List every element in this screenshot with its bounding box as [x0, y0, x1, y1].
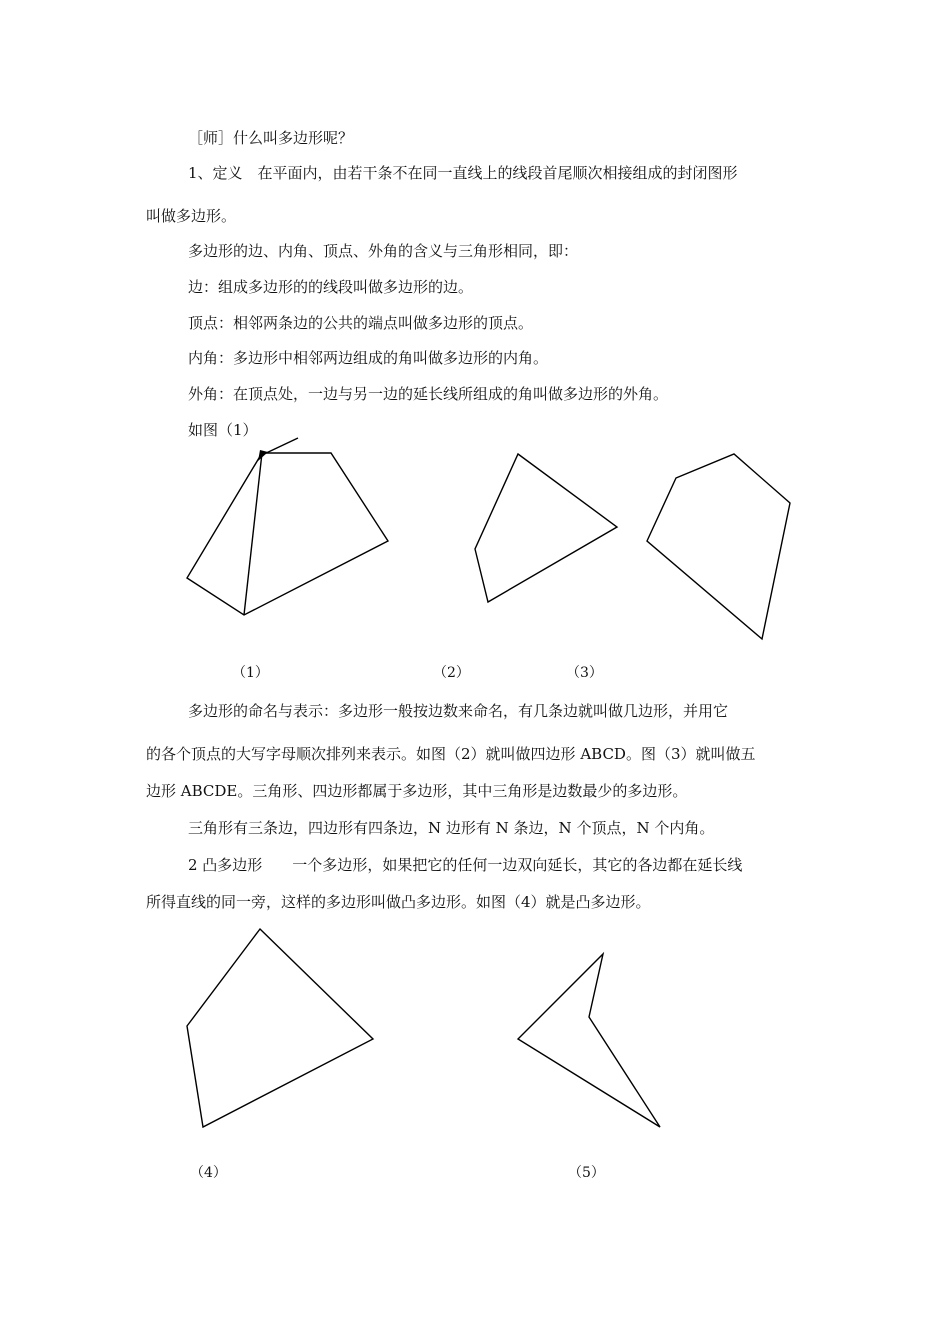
figure-5-caption: （5）: [568, 1165, 605, 1181]
naming-line-2: 的各个顶点的大写字母顺次排列来表示。如图（2）就叫做四边形 ABCD。图（3）就叫做五: [146, 745, 756, 763]
naming-line-3: 边形 ABCDE。三角形、四边形都属于多边形，其中三角形是边数最少的多边形。: [146, 782, 688, 800]
convex-definition-line-2: 所得直线的同一旁，这样的多边形叫做凸多边形。如图（4）就是凸多边形。: [146, 893, 651, 911]
figure-1-quadrilateral: [187, 438, 388, 615]
see-figure-1: 如图（1）: [188, 421, 258, 439]
definition-line-2: 叫做多边形。: [146, 207, 237, 225]
figure-1-outline: [187, 453, 388, 615]
figure-4-convex-polygon: [187, 929, 373, 1127]
exterior-angle-definition: 外角：在顶点处，一边与另一边的延长线所组成的角叫做多边形的外角。: [188, 385, 669, 403]
naming-line-1: 多边形的命名与表示：多边形一般按边数来命名，有几条边就叫做几边形，并用它: [188, 702, 729, 720]
figure-1-arrowhead: [258, 450, 268, 461]
figure-1-caption: （1）: [232, 665, 269, 681]
figure-3-caption: （3）: [566, 665, 603, 681]
figure-4-caption: （4）: [190, 1165, 227, 1181]
figure-2-caption: （2）: [433, 665, 470, 681]
meaning-paragraph: 多边形的边、内角、顶点、外角的含义与三角形相同，即：: [188, 242, 579, 260]
teacher-question: ［师］什么叫多边形呢？: [188, 129, 354, 147]
vertex-definition: 顶点：相邻两条边的公共的端点叫做多边形的顶点。: [188, 314, 534, 332]
side-definition: 边：组成多边形的的线段叫做多边形的边。: [188, 278, 474, 296]
figure-3-pentagon: [647, 454, 790, 639]
definition-line-1: 1、定义 在平面内，由若干条不在同一直线上的线段首尾顺次相接组成的封闭图形: [188, 164, 738, 182]
interior-angle-definition: 内角：多边形中相邻两边组成的角叫做多边形的内角。: [188, 349, 549, 367]
convex-definition-line-1: 2 凸多边形 一个多边形，如果把它的任何一边双向延长，其它的各边都在延长线: [188, 856, 743, 874]
side-vertex-counts: 三角形有三条边，四边形有四条边，N 边形有 N 条边，N 个顶点，N 个内角。: [188, 819, 715, 837]
figure-5-concave-polygon: [518, 954, 660, 1127]
figure-2-quadrilateral: [475, 454, 617, 602]
